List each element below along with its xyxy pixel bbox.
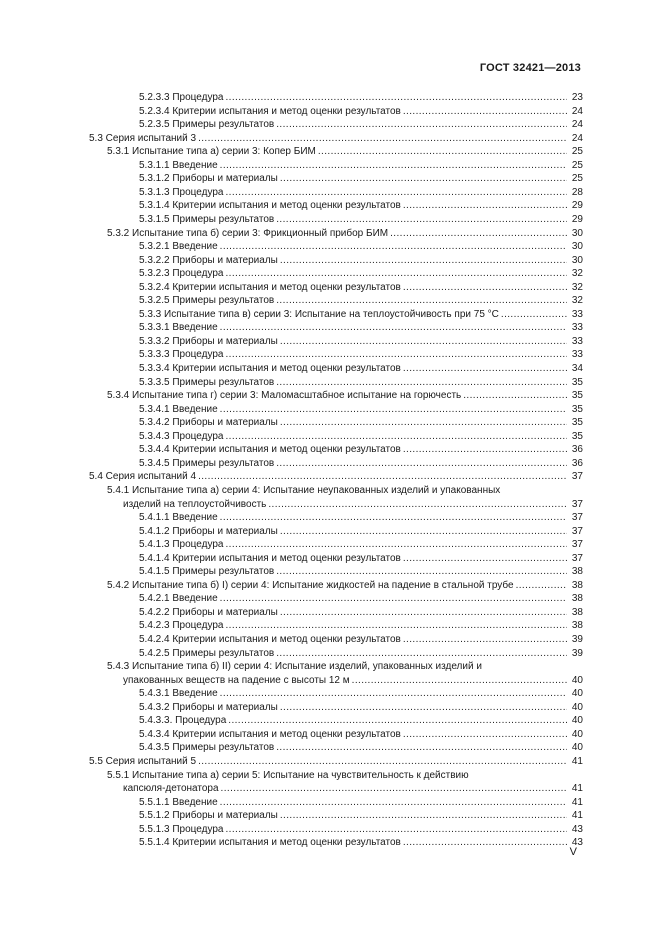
toc-entry-page: 40 [571,674,583,686]
toc-entry[interactable] [139,511,583,524]
toc-entry-page: 24 [571,105,583,117]
toc-leader-dots [280,606,567,619]
toc-entry-page: 23 [571,92,583,103]
toc-entry[interactable] [139,335,583,348]
toc-entry-page: 28 [571,186,583,198]
toc-entry[interactable] [89,470,583,483]
toc-entry-title: 5.4.2 Испытание типа б) I) серии 4: Испытание жидкостей на падение в стальной трубе [107,579,514,591]
toc-leader-dots [276,647,567,660]
toc-leader-dots [403,836,567,849]
toc-entry[interactable] [139,416,583,429]
toc-entry-page: 36 [571,444,583,456]
toc-leader-dots [280,335,567,348]
toc-entry-title: 5.3.4 Испытание типа г) серии 3: Маломасштабное испытание на горючесть [107,390,462,402]
toc-entry[interactable] [139,525,583,538]
toc-entry-title: 5.3.4.5 Примеры результатов [139,457,275,469]
toc-entry-title: 5.4.1.5 Примеры результатов [139,566,275,578]
toc-entry-title: 5.4.1.4 Критерии испытания и метод оценки результатов [139,552,401,564]
toc-leader-dots [220,592,567,605]
toc-entry-title: 5.4.3.2 Приборы и материалы [139,701,278,713]
toc-entry[interactable] [139,172,583,185]
toc-entry-page: 30 [571,241,583,253]
toc-entry-title: 5.3.4.3 Процедура [139,430,224,442]
toc-leader-dots [276,294,567,307]
toc-entry-title: 5.2.3.4 Критерии испытания и метод оценки результатов [139,105,401,117]
toc-entry[interactable] [107,227,583,240]
toc-entry[interactable] [123,498,583,511]
toc-entry[interactable] [107,579,583,592]
toc-entry-title: 5.3.1.3 Процедура [139,186,224,198]
toc-leader-dots [276,457,567,470]
toc-entry[interactable] [139,728,583,741]
toc-entry-title: 5.4.2.2 Приборы и материалы [139,606,278,618]
toc-entry-title: 5.4.2.4 Критерии испытания и метод оценки результатов [139,634,401,645]
toc-entry-title: 5.3.2.2 Приборы и материалы [139,254,278,266]
toc-leader-dots [352,674,567,687]
toc-leader-dots [280,701,567,714]
toc-entry-page: 40 [571,715,583,727]
toc-entry[interactable] [139,457,583,470]
toc-leader-dots [268,498,567,511]
toc-leader-dots [225,186,567,199]
toc-entry[interactable] [139,606,583,619]
toc-entry-page: 29 [571,213,583,225]
toc-entry-title: 5.3.2.5 Примеры результатов [139,295,275,307]
toc-leader-dots [280,172,567,185]
toc-entry-page: 33 [571,322,583,334]
toc-entry[interactable] [139,741,583,754]
toc-entry-title: 5.3.2 Испытание типа б) серии 3: Фрикционный прибор БИМ [107,227,389,239]
toc-leader-dots [220,403,567,416]
toc-leader-dots [276,213,567,226]
toc-leader-dots [463,389,567,402]
toc-leader-dots [403,633,567,646]
toc-entry-page: 38 [571,566,583,578]
toc-entry[interactable] [139,403,583,416]
toc-leader-dots [276,741,567,754]
toc-entry-first-line: 5.4.3 Испытание типа б) II) серии 4: Испытание изделий, упакованных изделий и [107,661,482,673]
toc-entry-title: 5.3.1.5 Примеры результатов [139,213,275,225]
toc-entry-page: 37 [571,471,583,483]
toc-entry-title: 5.2.3.3 Процедура [139,92,224,103]
toc-entry-page: 41 [571,755,583,767]
toc-entry-title: 5.4.3.1 Введение [139,688,218,700]
toc-entry-title: 5.5 Серия испытаний 5 [89,755,197,767]
toc-entry[interactable] [139,267,583,280]
toc-entry-page: 41 [571,783,583,795]
toc-entry[interactable] [139,281,583,294]
toc-entry-page: 25 [571,159,583,171]
toc-entry[interactable] [139,443,583,456]
toc-entry[interactable] [139,362,583,375]
toc-entry[interactable] [139,254,583,267]
toc-leader-dots [228,714,567,727]
toc-entry-title: изделий на теплоустойчивость [123,498,267,510]
toc-entry-page: 40 [571,688,583,700]
toc-entry[interactable] [139,565,583,578]
toc-entry-page: 36 [571,457,583,469]
toc-entry-page: 24 [571,119,583,131]
toc-leader-dots [318,145,567,158]
toc-entry-page: 41 [571,810,583,822]
toc-entry[interactable] [89,132,583,145]
toc-leader-dots [501,308,567,321]
toc-entry-title: 5.3.2.3 Процедура [139,268,224,280]
toc-entry-page: 37 [571,539,583,551]
toc-entry-page: 25 [571,173,583,185]
toc-entry-title: 5.3.4.4 Критерии испытания и метод оценки результатов [139,444,401,456]
toc-entry[interactable] [139,294,583,307]
toc-leader-dots [225,538,567,551]
toc-entry-page: 35 [571,376,583,388]
toc-leader-dots [516,579,567,592]
toc-entry-title: 5.4.2.5 Примеры результатов [139,647,275,659]
toc-leader-dots [403,281,567,294]
toc-entry-page: 34 [571,363,583,374]
toc-entry-first-line: 5.4.1 Испытание типа а) серии 4: Испытание неупакованных изделий и упакованных [107,484,501,496]
toc-leader-dots [276,565,567,578]
toc-leader-dots [276,376,567,389]
toc-entry[interactable] [139,159,583,172]
toc-entry[interactable] [107,145,583,158]
toc-leader-dots [220,321,567,334]
toc-entry-title: 5.3.3.5 Примеры результатов [139,376,275,388]
toc-entry-title: 5.4.2.1 Введение [139,593,218,605]
toc-entry-page: 35 [571,403,583,415]
toc-entry-title: 5.3.3.1 Введение [139,322,218,334]
toc-entry[interactable] [139,552,583,565]
toc-entry-page: 37 [571,512,583,524]
toc-entry-title: 5.4.1.2 Приборы и материалы [139,525,278,537]
toc-entry-title: 5.3.1.2 Приборы и материалы [139,173,278,185]
toc-entry[interactable] [139,701,583,714]
toc-entry[interactable] [139,430,583,443]
toc-entry[interactable] [139,308,583,321]
toc-entry[interactable] [139,199,583,212]
toc-entry-title: 5.3.1.4 Критерии испытания и метод оценки результатов [139,200,401,212]
toc-entry-page: 35 [571,390,583,402]
toc-entry-title: 5.5.1.3 Процедура [139,823,224,835]
toc-leader-dots [403,362,567,375]
toc-entry-title: 5.4.3.4 Критерии испытания и метод оценки результатов [139,728,401,740]
toc-entry-title: 5.4 Серия испытаний 4 [89,471,197,483]
toc-entry-title: 5.3.1.1 Введение [139,159,218,171]
toc-entry-page: 38 [571,593,583,605]
toc-leader-dots [280,809,567,822]
toc-entry[interactable] [139,836,583,849]
toc-leader-dots [225,430,567,443]
toc-entry[interactable] [139,213,583,226]
toc-entry-title: 5.3.2.1 Введение [139,241,218,253]
toc-entry-title: 5.5.1.1 Введение [139,796,218,808]
toc-entry-page: 30 [571,227,583,239]
toc-leader-dots [221,782,567,795]
toc-leader-dots [276,118,567,131]
toc-leader-dots [225,619,567,632]
toc-entry-page: 43 [571,823,583,835]
toc-entry[interactable] [139,823,583,836]
toc-entry-page: 32 [571,295,583,307]
toc-entry-title: 5.3.3.3 Процедура [139,349,224,361]
toc-entry-title: упакованных веществ на падение с высоты 12 м [123,674,350,686]
toc-entry-page: 32 [571,268,583,280]
toc-entry[interactable] [139,118,583,131]
toc-entry-title: 5.3.4.1 Введение [139,403,218,415]
toc-entry-title: 5.3.4.2 Приборы и материалы [139,417,278,429]
toc-entry-first-line: 5.5.1 Испытание типа а) серии 5: Испытание на чувствительность к действию [107,769,469,781]
toc-entry-title: 5.4.2.3 Процедура [139,620,224,632]
toc-entry[interactable] [139,376,583,389]
toc-leader-dots [280,525,567,538]
toc-entry-page: 30 [571,254,583,266]
toc-entry-page: 25 [571,146,583,158]
toc-entry[interactable] [139,321,583,334]
toc-leader-dots [280,416,567,429]
toc-leader-dots [403,728,567,741]
toc-entry-title: 5.4.3.3. Процедура [139,715,227,727]
toc-entry-page: 32 [571,281,583,293]
toc-leader-dots [225,91,567,104]
toc-entry[interactable] [139,538,583,551]
toc-leader-dots [220,159,567,172]
toc-entry-title: 5.2.3.5 Примеры результатов [139,119,275,131]
toc-entry[interactable] [139,796,583,809]
toc-leader-dots [198,755,567,768]
toc-leader-dots [280,254,567,267]
toc-entry-page: 38 [571,579,583,591]
toc-entry-title: 5.4.3.5 Примеры результатов [139,742,275,754]
toc-entry-page: 35 [571,430,583,442]
toc-leader-dots [403,199,567,212]
toc-entry[interactable] [123,674,583,687]
toc-entry-page: 40 [571,742,583,754]
toc-entry-page: 39 [571,647,583,659]
toc-entry-title: 5.4.1.1 Введение [139,512,218,524]
toc-entry-page: 24 [571,132,583,144]
toc-entry[interactable] [139,714,583,727]
toc-entry[interactable] [139,105,583,118]
toc-entry[interactable] [139,348,583,361]
toc-entry-page: 37 [571,552,583,564]
toc-entry[interactable] [139,91,583,104]
toc-leader-dots [225,267,567,280]
toc-entry-title: 5.3.3 Испытание типа в) серии 3: Испытание на теплоустойчивость при 75 °С [139,308,499,320]
toc-entry[interactable] [139,633,583,646]
toc-entry-page: 40 [571,701,583,713]
toc-entry[interactable] [89,755,583,768]
toc-entry-title: 5.4.1.3 Процедура [139,539,224,551]
toc-entry[interactable] [139,186,583,199]
toc-leader-dots [403,552,567,565]
toc-entry[interactable] [123,782,583,795]
toc-entry-title: 5.3.3.4 Критерии испытания и метод оценки результатов [139,363,401,374]
toc-leader-dots [198,132,567,145]
toc-leader-dots [390,227,567,240]
toc-entry-page: 43 [571,837,583,849]
toc-leader-dots [220,687,567,700]
toc-entry-page: 39 [571,634,583,645]
toc-leader-dots [403,105,567,118]
toc-entry[interactable] [139,240,583,253]
toc-entry[interactable] [139,619,583,632]
toc-entry-title: 5.3.1 Испытание типа а) серии 3: Копер БИМ [107,146,316,158]
toc-entry-page: 33 [571,335,583,347]
toc-entry-title: капсюля-детонатора [123,783,219,795]
toc-entry-title: 5.3.2.4 Критерии испытания и метод оценки результатов [139,281,401,293]
toc-leader-dots [403,443,567,456]
toc-entry-page: 41 [571,796,583,808]
toc-entry-title: 5.5.1.2 Приборы и материалы [139,810,278,822]
toc-entry-page: 37 [571,525,583,537]
toc-entry-page: 40 [571,728,583,740]
toc-entry-title: 5.3.3.2 Приборы и материалы [139,335,278,347]
toc-entry-page: 38 [571,606,583,618]
toc-entry-page: 37 [571,498,583,510]
toc-entry-page: 35 [571,417,583,429]
toc-leader-dots [220,511,567,524]
toc-entry-page: 38 [571,620,583,632]
toc-leader-dots [220,796,567,809]
toc-leader-dots [220,240,567,253]
document-header: ГОСТ 32421—2013 [479,62,581,74]
toc-entry[interactable] [139,809,583,822]
toc-leader-dots [225,823,567,836]
toc-entry[interactable] [107,389,583,402]
toc-entry[interactable] [139,687,583,700]
toc-entry[interactable] [139,592,583,605]
toc-entry-page: 33 [571,308,583,320]
toc-entry[interactable] [139,647,583,660]
toc-entry-page: 29 [571,200,583,212]
toc-leader-dots [225,348,567,361]
toc-entry-title: 5.5.1.4 Критерии испытания и метод оценки результатов [139,837,401,849]
toc-entry-page: 33 [571,349,583,361]
toc-leader-dots [198,470,567,483]
toc-entry-title: 5.3 Серия испытаний 3 [89,132,197,144]
page-number: V [569,846,577,858]
